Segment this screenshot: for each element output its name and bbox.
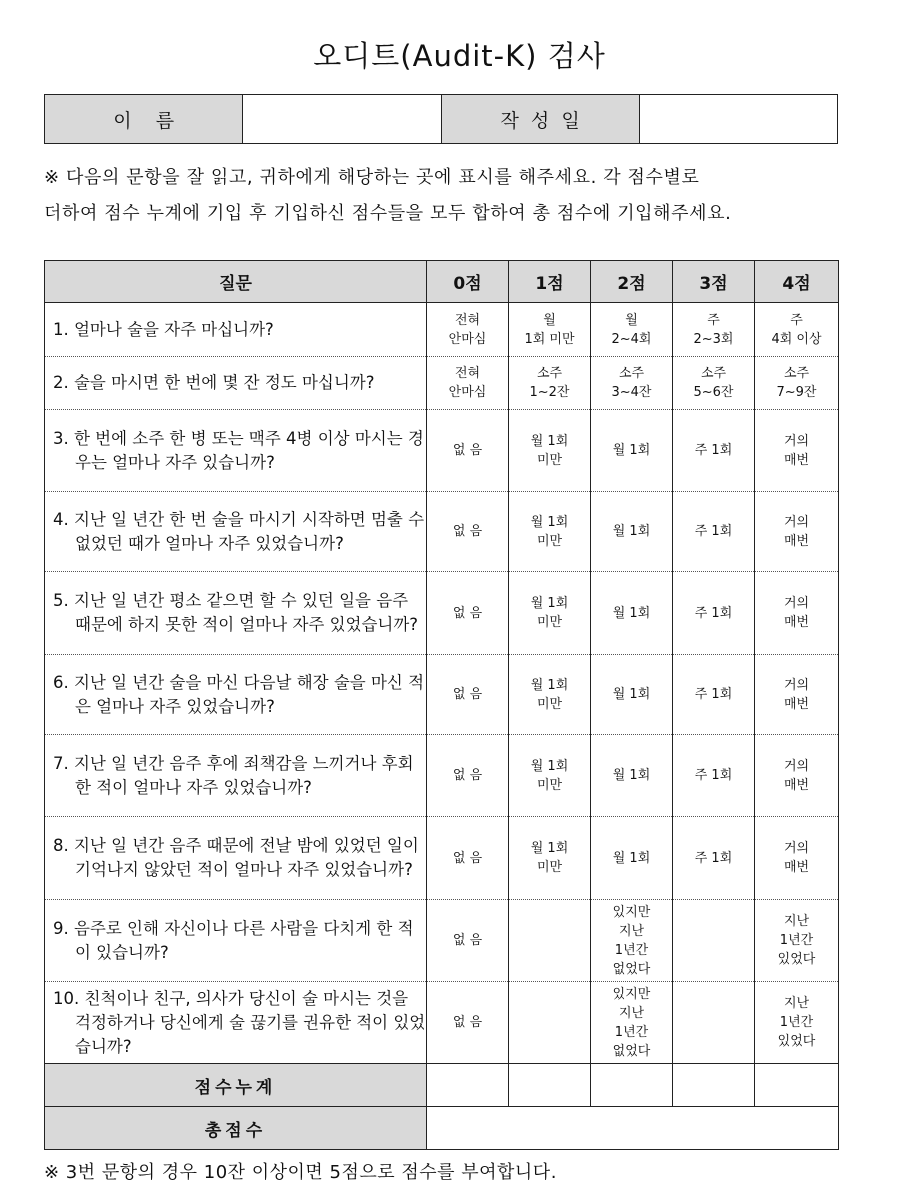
date-field[interactable] [639,95,837,144]
answer-option-0[interactable]: 전혀 안마심 [427,303,509,357]
answer-option-0[interactable]: 없 음 [427,655,509,735]
answer-option-4[interactable]: 거의 매번 [755,735,839,817]
answer-option-2[interactable]: 월 1회 [591,492,673,572]
question-row [45,572,839,655]
header-score-4: 4점 [755,261,839,303]
answer-option-0[interactable]: 없 음 [427,572,509,655]
question-label: 3. 한 번에 소주 한 병 또는 맥주 4병 이상 마시는 경우는 얼마나 자주 있습니까? [53,428,424,472]
answer-option-2[interactable]: 소주 3~4잔 [591,357,673,410]
answer-option-3[interactable]: 주 1회 [673,735,755,817]
answer-option-4[interactable]: 거의 매번 [755,655,839,735]
answer-option-2[interactable]: 월 2~4회 [591,303,673,357]
question-row [45,655,839,735]
subtotal-cell[interactable] [509,1064,591,1107]
header-score-3: 3점 [673,261,755,303]
answer-option-0[interactable]: 없 음 [427,900,509,982]
question-label: 5. 지난 일 년간 평소 같으면 할 수 있던 일을 음주 때문에 하지 못한 적이 얼마나 자주 있었습니까? [53,591,419,634]
answer-option-4[interactable]: 주 4회 이상 [755,303,839,357]
instructions [44,160,854,232]
question-text [45,817,427,900]
answer-option-3[interactable]: 소주 5~6잔 [673,357,755,410]
answer-option-4[interactable]: 지난 1년간 있었다 [755,900,839,982]
question-text [45,982,427,1064]
answer-option-0[interactable]: 전혀 안마심 [427,357,509,410]
answer-option-0[interactable]: 없 음 [427,410,509,492]
answer-option-0[interactable]: 없 음 [427,982,509,1064]
question-row [45,492,839,572]
subtotal-cell[interactable] [755,1064,839,1107]
question-text [45,655,427,735]
answer-option-3[interactable]: 주 1회 [673,572,755,655]
question-text [45,900,427,982]
question-row [45,735,839,817]
answer-option-3[interactable]: 주 1회 [673,410,755,492]
question-text [45,735,427,817]
answer-option-1[interactable]: 월 1회 미만 [509,410,591,492]
total-cell[interactable] [427,1107,839,1150]
question-text [45,410,427,492]
answer-option-2[interactable]: 월 1회 [591,410,673,492]
answer-option-1[interactable]: 월 1회 미만 [509,492,591,572]
answer-option-1[interactable]: 월 1회 미만 [509,655,591,735]
answer-option-1[interactable]: 월 1회 미만 [509,572,591,655]
header-question: 질문 [45,261,427,303]
question-row [45,357,839,410]
info-table [44,94,838,144]
question-text [45,357,427,410]
answer-option-0[interactable]: 없 음 [427,492,509,572]
header-score-0: 0점 [427,261,509,303]
question-row [45,303,839,357]
answer-option-0[interactable]: 없 음 [427,735,509,817]
total-row [45,1107,839,1150]
answer-option-2[interactable]: 월 1회 [591,572,673,655]
header-score-2: 2점 [591,261,673,303]
subtotal-cell[interactable] [591,1064,673,1107]
answer-option-2[interactable]: 있지만 지난 1년간 없었다 [591,982,673,1064]
question-text [45,492,427,572]
question-row [45,982,839,1064]
answer-option-3[interactable] [673,900,755,982]
instruction-line: 더하여 점수 누계에 기입 후 기입하신 점수들을 모두 합하여 총 점수에 기입해주세요. [44,203,732,224]
answer-option-1[interactable]: 월 1회 미만 [509,817,591,900]
question-label: 1. 얼마나 술을 자주 마십니까? [53,319,274,339]
audit-table [44,260,839,1150]
answer-option-1[interactable] [509,900,591,982]
answer-option-1[interactable] [509,982,591,1064]
answer-option-4[interactable]: 소주 7~9잔 [755,357,839,410]
subtotal-row [45,1064,839,1107]
answer-option-1[interactable]: 월 1회 미만 [509,303,591,357]
answer-option-4[interactable]: 거의 매번 [755,572,839,655]
date-label: 작 성 일 [441,95,639,144]
question-label: 6. 지난 일 년간 술을 마신 다음날 해장 술을 마신 적은 얼마나 자주 있었습니까? [53,672,425,716]
footnote: ※ 3번 문항의 경우 10잔 이상이면 5점으로 점수를 부여합니다. [44,1162,557,1183]
question-label: 10. 친척이나 친구, 의사가 당신이 술 마시는 것을 걱정하거나 당신에게 술 끊기를 권유한 적이 있었습니까? [53,988,426,1056]
answer-option-1[interactable]: 소주 1~2잔 [509,357,591,410]
answer-option-2[interactable]: 있지만 지난 1년간 없었다 [591,900,673,982]
subtotal-cell[interactable] [427,1064,509,1107]
question-text [45,572,427,655]
subtotal-cell[interactable] [673,1064,755,1107]
question-label: 2. 술을 마시면 한 번에 몇 잔 정도 마십니까? [53,373,375,392]
question-row [45,817,839,900]
answer-option-2[interactable]: 월 1회 [591,655,673,735]
answer-option-4[interactable]: 지난 1년간 있었다 [755,982,839,1064]
instruction-line: ※ 다음의 문항을 잘 읽고, 귀하에게 해당하는 곳에 표시를 해주세요. 각 점수별로 [44,167,700,188]
answer-option-2[interactable]: 월 1회 [591,817,673,900]
question-label: 8. 지난 일 년간 음주 때문에 전날 밤에 있었던 일이 기억나지 않았던 적이 얼마나 자주 있었습니까? [53,836,419,879]
answer-option-4[interactable]: 거의 매번 [755,817,839,900]
page-title: 오디트(Audit-K) 검사 [313,39,606,73]
answer-option-0[interactable]: 없 음 [427,817,509,900]
question-row [45,410,839,492]
total-label: 총점수 [45,1107,427,1150]
header-score-1: 1점 [509,261,591,303]
subtotal-label: 점수누계 [45,1064,427,1107]
question-row [45,900,839,982]
question-label: 7. 지난 일 년간 음주 후에 죄책감을 느끼거나 후회한 적이 얼마나 자주 있었습니까? [53,753,414,797]
answer-option-1[interactable]: 월 1회 미만 [509,735,591,817]
name-field[interactable] [243,95,441,144]
question-label: 9. 음주로 인해 자신이나 다른 사람을 다치게 한 적이 있습니까? [53,918,414,962]
question-text [45,303,427,357]
answer-option-4[interactable]: 거의 매번 [755,410,839,492]
answer-option-3[interactable] [673,982,755,1064]
answer-option-3[interactable]: 주 2~3회 [673,303,755,357]
name-label: 이 름 [45,95,243,144]
answer-option-3[interactable]: 주 1회 [673,492,755,572]
answer-option-2[interactable]: 월 1회 [591,735,673,817]
answer-option-3[interactable]: 주 1회 [673,655,755,735]
header-row [45,261,839,303]
answer-option-3[interactable]: 주 1회 [673,817,755,900]
answer-option-4[interactable]: 거의 매번 [755,492,839,572]
question-label: 4. 지난 일 년간 한 번 술을 마시기 시작하면 멈출 수 없었던 때가 얼마나 자주 있었습니까? [53,509,425,553]
